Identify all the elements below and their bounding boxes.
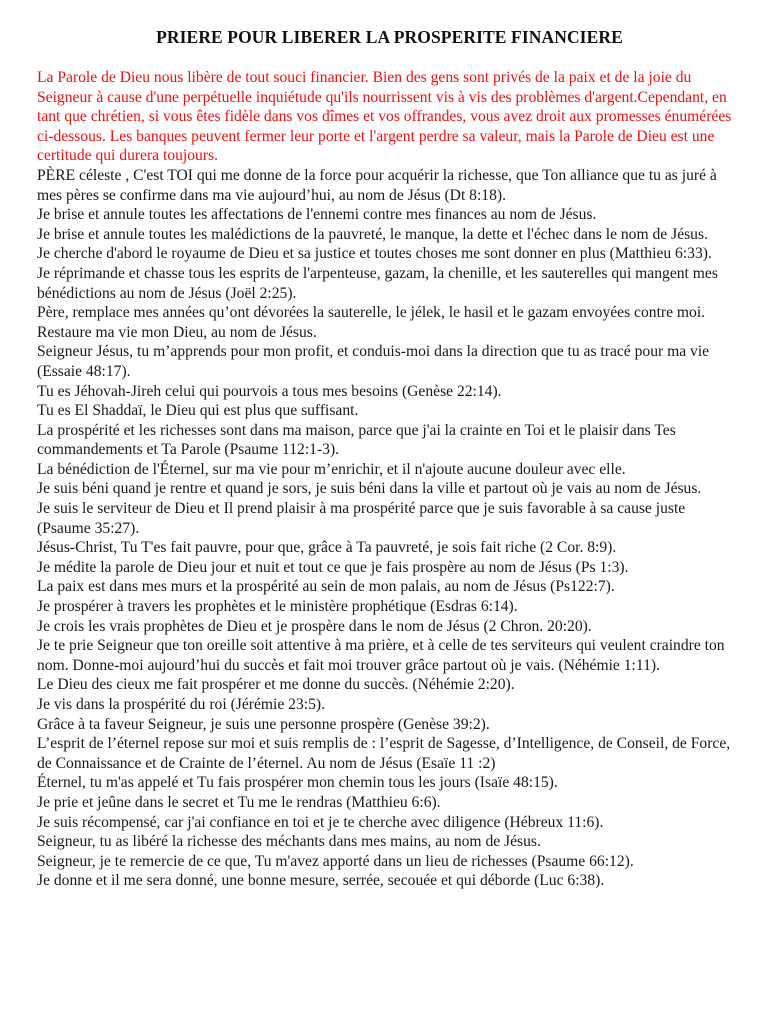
prayer-line: Je crois les vrais prophètes de Dieu et je prospère dans le nom de Jésus (2 Chron. 20:20).: [37, 617, 592, 635]
prayer-line: Le Dieu des cieux me fait prospérer et me donne du succès. (Néhémie 2:20).: [37, 676, 515, 694]
prayer-line: Seigneur Jésus, tu m’apprends pour mon profit, et conduis-moi dans la direction que tu as tracé pour ma vie (Essaie 48:17).: [37, 343, 710, 380]
prayer-line: Je brise et annule toutes les affectations de l'ennemi contre mes finances au nom de Jésus.: [37, 206, 597, 224]
prayer-line: L’esprit de l’éternel repose sur moi et suis remplis de : l’esprit de Sagesse, d’Intelligence, de Conseil, de Force, de Connaissance et de Crainte de l’éternel. Au nom de Jésus (Esaïe 11 :2): [37, 735, 731, 772]
prayer-line: Je te prie Seigneur que ton oreille soit attentive à ma prière, et à celle de tes serviteurs qui veulent craindre ton nom. Donne-moi aujourd’hui du succès et fait moi trouver grâce partout où je vais. (Néhémie 1:11).: [37, 637, 725, 674]
prayer-line: Je cherche d'abord le royaume de Dieu et sa justice et toutes choses me sont donner en plus (Matthieu 6:33).: [37, 245, 712, 263]
prayer-line: Grâce à ta faveur Seigneur, je suis une personne prospère (Genèse 39:2).: [37, 715, 490, 733]
prayer-line: Je prie et jeûne dans le secret et Tu me le rendras (Matthieu 6:6).: [37, 793, 441, 811]
prayer-line: Tu es Jéhovah-Jireh celui qui pourvois a tous mes besoins (Genèse 22:14).: [37, 382, 502, 400]
prayer-line: Je médite la parole de Dieu jour et nuit et tout ce que je fais prospère au nom de Jésus (Ps 1:3).: [37, 558, 629, 576]
prayer-line: Je suis récompensé, car j'ai confiance en toi et je te cherche avec diligence (Hébreux 11:6).: [37, 813, 604, 831]
prayer-line: Je prospérer à travers les prophètes et le ministère prophétique (Esdras 6:14).: [37, 598, 518, 616]
document-page: [37, 22, 742, 891]
prayer-lines: [37, 166, 742, 891]
prayer-line: La bénédiction de l'Éternel, sur ma vie pour m’enrichir, et il n'ajoute aucune douleur avec elle.: [37, 460, 626, 478]
prayer-line: Je vis dans la prospérité du roi (Jérémie 23:5).: [37, 696, 325, 713]
prayer-line: Tu es El Shaddaï, le Dieu qui est plus que suffisant.: [37, 402, 359, 420]
prayer-line: PÈRE céleste , C'est TOI qui me donne de la force pour acquérir la richesse, que Ton alliance que tu as juré à mes pères se confirme dans ma vie aujourd’hui, au nom de Jésus (Dt 8:18).: [37, 166, 717, 204]
prayer-line: La paix est dans mes murs et la prospérité au sein de mon palais, au nom de Jésus (Ps122:7).: [37, 578, 615, 596]
document-title: PRIERE POUR LIBERER LA PROSPERITE FINANCIERE: [156, 27, 623, 47]
prayer-line: Seigneur, tu as libéré la richesse des méchants dans mes mains, au nom de Jésus.: [37, 833, 541, 851]
prayer-line: Père, remplace mes années qu’ont dévorées la sauterelle, le jélek, le hasil et le gazam envoyées contre moi. Restaure ma vie mon Dieu, au nom de Jésus.: [37, 304, 706, 341]
prayer-line: Je réprimande et chasse tous les esprits de l'arpenteuse, gazam, la chenille, et les sauterelles qui mangent mes bénédictions au nom de Jésus (Joël 2:25).: [37, 264, 718, 302]
prayer-line: Seigneur, je te remercie de ce que, Tu m'avez apporté dans un lieu de richesses (Psaume 66:12).: [37, 852, 634, 870]
prayer-line: Je suis béni quand je rentre et quand je sors, je suis béni dans la ville et partout où je vais au nom de Jésus.: [37, 480, 702, 498]
prayer-line: Je donne et il me sera donné, une bonne mesure, serrée, secouée et qui déborde (Luc 6:38).: [37, 872, 605, 890]
prayer-line: Je brise et annule toutes les malédictions de la pauvreté, le manque, la dette et l'échec dans le nom de Jésus.: [37, 225, 708, 243]
prayer-line: Éternel, tu m'as appelé et Tu fais prospérer mon chemin tous les jours (Isaïe 48:15).: [37, 774, 558, 792]
intro-paragraph: La Parole de Dieu nous libère de tout souci financier. Bien des gens sont privés de la paix et de la joie du Seigneur à cause d'une perpétuelle inquiétude qu'ils nourrissent vis à vis des problèmes d'argent.Cependant, en tant que chrétien, si vous êtes fidèle dans vos dîmes et vos offrandes, vous avez droit aux promesses énumérées ci-dessous. Les banques peuvent fermer leur porte et l'argent perdre sa valeur, mais la Parole de Dieu est une certitude qui durera toujours.: [37, 69, 732, 165]
prayer-line: Je suis le serviteur de Dieu et Il prend plaisir à ma prospérité parce que je suis favorable à sa cause juste (Psaume 35:27).: [37, 500, 686, 537]
prayer-line: La prospérité et les richesses sont dans ma maison, parce que j'ai la crainte en Toi et le plaisir dans Tes commandements et Ta Parole (Psaume 112:1-3).: [37, 421, 676, 459]
prayer-line: Jésus-Christ, Tu T'es fait pauvre, pour que, grâce à Ta pauvreté, je sois fait riche (2 Cor. 8:9).: [37, 539, 617, 557]
